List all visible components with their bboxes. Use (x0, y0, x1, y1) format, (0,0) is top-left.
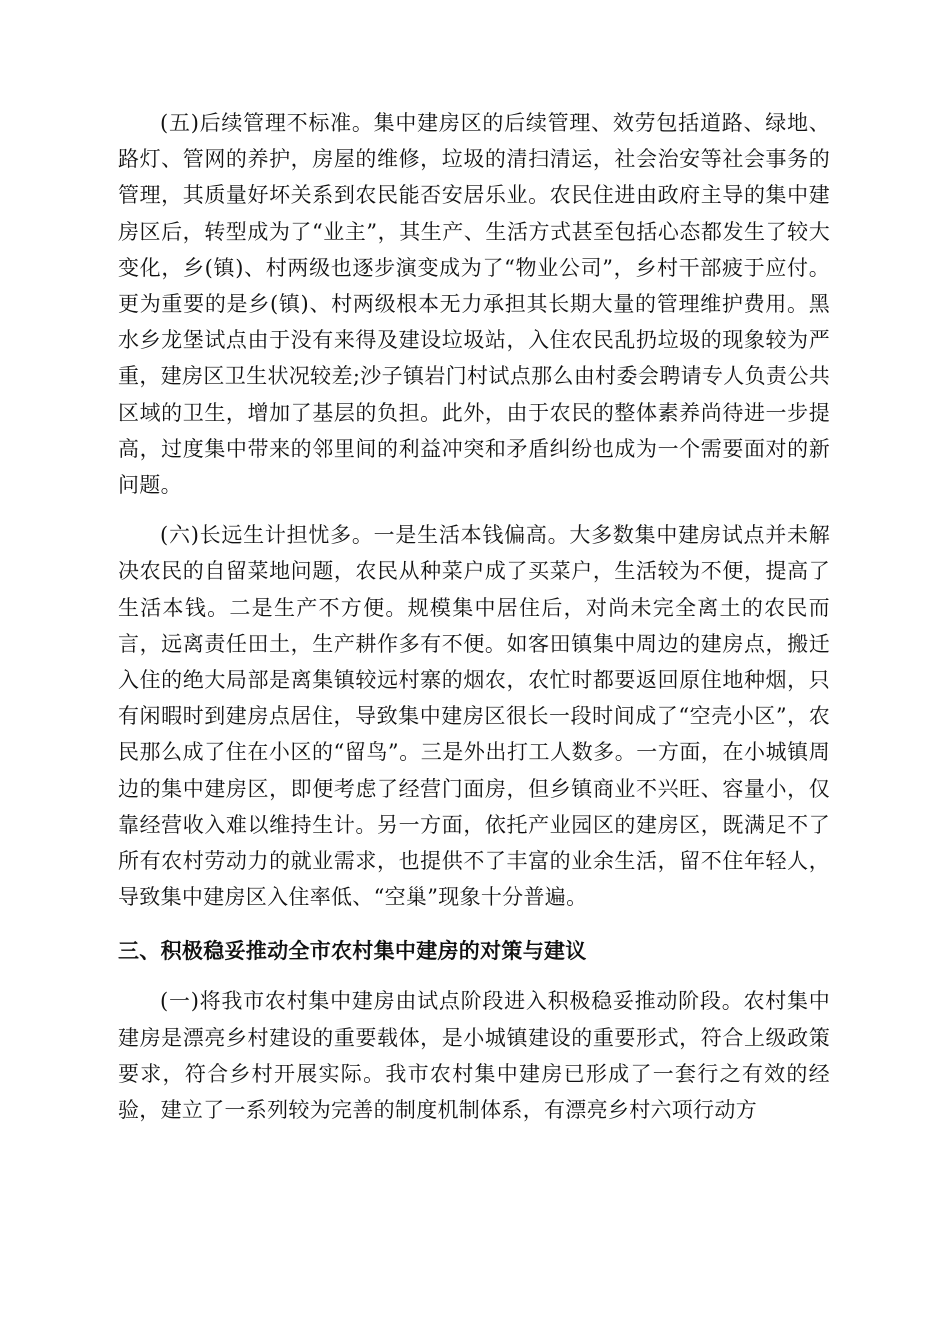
paragraph-livelihood-concerns: (六)长远生计担忧多。一是生活本钱偏高。大多数集中建房试点并未解决农民的自留菜地问题，农民从种菜户成了买菜户，生活较为不便，提高了生活本钱。二是生产不方便。规模集中居住后，对尚未完全离土的农民而言，远离责任田土，生产耕作多有不便。如客田镇集中周边的建房点，搬迁入住的绝大局部是离集镇较远村寨的烟农，农忙时都要返回原住地种烟，只有闲暇时到建房点居住，导致集中建房区很长一段时间成了“空壳小区”，农民那么成了住在小区的“留鸟”。三是外出打工人数多。一方面，在小城镇周边的集中建房区，即便考虑了经营门面房，但乡镇商业不兴旺、容量小，仅靠经营收入难以维持生计。另一方面，依托产业园区的建房区，既满足不了所有农村劳动力的就业需求，也提供不了丰富的业余生活，留不住年轻人，导致集中建房区入住率低、“空巢”现象十分普遍。 (118, 523, 830, 910)
section-heading: 三、积极稳妥推动全市农村集中建房的对策与建议 (118, 939, 587, 964)
document-page (118, 105, 830, 1128)
paragraph-follow-up-management: (五)后续管理不标准。集中建房区的后续管理、效劳包括道路、绿地、路灯、管网的养护，房屋的维修，垃圾的清扫清运，社会治安等社会事务的管理，其质量好坏关系到农民能否安居乐业。农民住进由政府主导的集中建房区后，转型成为了“业主”，其生产、生活方式甚至包括心态都发生了较大变化，乡(镇)、村两级也逐步演变成为了“物业公司”，乡村干部疲于应付。更为重要的是乡(镇)、村两级根本无力承担其长期大量的管理维护费用。黑水乡龙堡试点由于没有来得及建设垃圾站，入住农民乱扔垃圾的现象较为严重，建房区卫生状况较差;沙子镇岩门村试点那么由村委会聘请专人负责公共区域的卫生，增加了基层的负担。此外，由于农民的整体素养尚待进一步提高，过度集中带来的邻里间的利益冲突和矛盾纠纷也成为一个需要面对的新问题。 (118, 111, 830, 498)
paragraph-promotion-stage: (一)将我市农村集中建房由试点阶段进入积极稳妥推动阶段。农村集中建房是漂亮乡村建设的重要载体，是小城镇建设的重要形式，符合上级政策要求，符合乡村开展实际。我市农村集中建房已形成了一套行之有效的经验，建立了一系列较为完善的制度机制体系，有漂亮乡村六项行动方 (118, 989, 830, 1123)
